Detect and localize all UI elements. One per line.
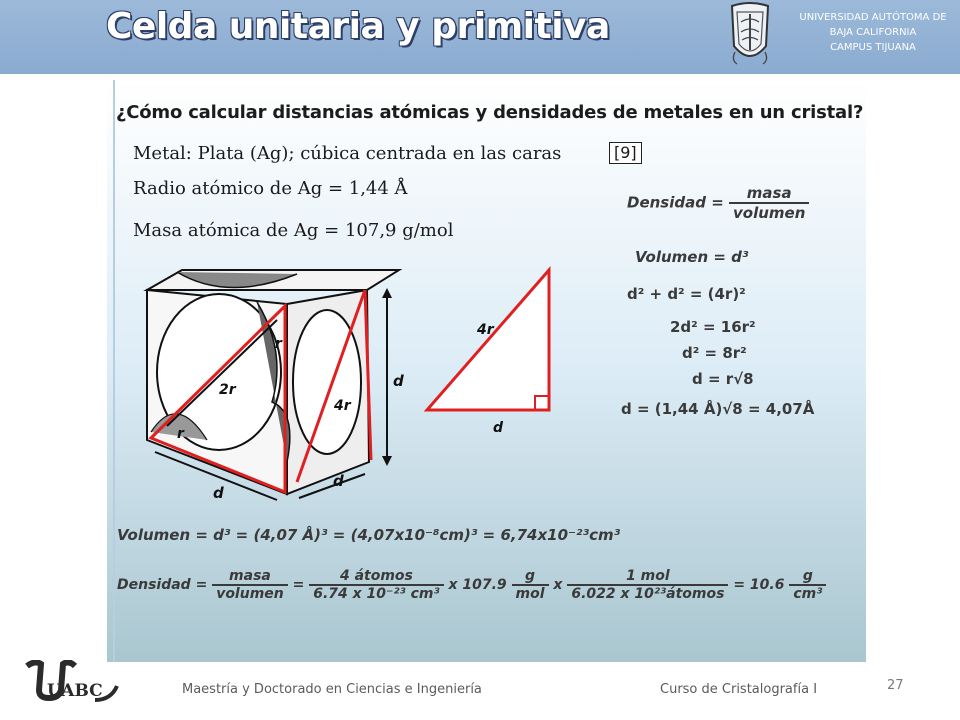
uabc-logo-text: UABC	[47, 681, 103, 701]
radius-line: Radio atómico de Ag = 1,44 Å	[133, 178, 408, 199]
mass-line: Masa atómica de Ag = 107,9 g/mol	[133, 220, 454, 241]
density-calc-lhs: Densidad =	[117, 577, 208, 593]
slide-content	[107, 80, 866, 662]
density-fraction	[729, 184, 809, 222]
label-2r: 2r	[219, 382, 236, 398]
page-number: 27	[887, 678, 904, 693]
university-line-1: UNIVERSIDAD AUTÓTOMA DE	[799, 12, 947, 23]
density-denominator: volumen	[729, 202, 809, 222]
frac-5-num: g	[802, 568, 813, 584]
density-calc-frac-1	[212, 568, 288, 602]
density-calc-frac-2	[309, 568, 443, 602]
result-value: = 10.6	[733, 577, 785, 593]
pyth-step-2: 2d² = 16r²	[670, 318, 756, 336]
university-name	[786, 10, 960, 55]
volume-formula: Volumen = d³	[635, 248, 749, 266]
slide-title: Celda unitaria y primitiva	[106, 6, 610, 47]
university-line-3: CAMPUS TIJUANA	[830, 42, 916, 53]
frac-4-den: 6.022 x 10²³átomos	[567, 584, 728, 602]
multiplier-text: x 107.9	[448, 577, 507, 593]
equals-sign: =	[292, 577, 305, 593]
uabc-logo	[25, 660, 121, 704]
triangle-label-hyp: 4r	[477, 322, 494, 338]
frac-3-den: mol	[512, 584, 549, 602]
volume-calc: Volumen = d³ = (4,07 Å)³ = (4,07x10⁻⁸cm)³ = 6,74x10⁻²³cm³	[117, 526, 621, 544]
arrow-head-icon	[382, 288, 392, 298]
frac-2-num: 4 átomos	[339, 568, 413, 584]
header-bar	[0, 0, 960, 74]
pyth-step-5: d = (1,44 Å)√8 = 4,07Å	[621, 400, 815, 418]
question-heading: ¿Cómo calcular distancias atómicas y densidades de metales en un cristal?	[116, 102, 864, 123]
footer-program: Maestría y Doctorado en Ciencias e Ingeniería	[182, 682, 482, 697]
pythagoras-triangle	[427, 270, 549, 410]
university-crest-icon	[729, 2, 771, 68]
density-formula	[627, 184, 809, 222]
university-line-2: BAJA CALIFORNIA	[829, 27, 917, 38]
label-d-bottom: d	[213, 484, 224, 502]
label-4r-cube: 4r	[334, 398, 351, 414]
fcc-cube-diagram	[137, 262, 557, 502]
content-left-stripe	[113, 80, 115, 662]
label-r-bottom: r	[177, 426, 184, 442]
density-calc-frac-5	[789, 568, 826, 602]
arrow-head-icon	[382, 456, 392, 466]
density-lhs: Densidad =	[627, 193, 724, 212]
label-r-top: r	[275, 336, 282, 352]
frac-1-num: masa	[229, 568, 271, 584]
label-d-side: d	[333, 472, 344, 490]
pyth-step-4: d = r√8	[692, 370, 754, 388]
reference-badge: [9]	[609, 142, 642, 164]
frac-1-den: volumen	[212, 584, 288, 602]
frac-3-num: g	[525, 568, 536, 584]
triangle-label-base: d	[493, 420, 504, 436]
footer-course: Curso de Cristalografía I	[660, 682, 818, 697]
density-calc-frac-4	[567, 568, 728, 602]
times-sign: x	[553, 577, 563, 593]
density-numerator: masa	[746, 184, 792, 202]
density-calc	[117, 568, 826, 602]
frac-4-num: 1 mol	[626, 568, 670, 584]
pyth-step-1: d² + d² = (4r)²	[627, 285, 746, 303]
density-calc-frac-3	[512, 568, 549, 602]
metal-line: Metal: Plata (Ag); cúbica centrada en las caras	[133, 143, 562, 164]
pyth-step-3: d² = 8r²	[682, 344, 747, 362]
frac-2-den: 6.74 x 10⁻²³ cm³	[309, 584, 443, 602]
label-d-right: d	[393, 372, 404, 390]
frac-5-den: cm³	[789, 584, 826, 602]
